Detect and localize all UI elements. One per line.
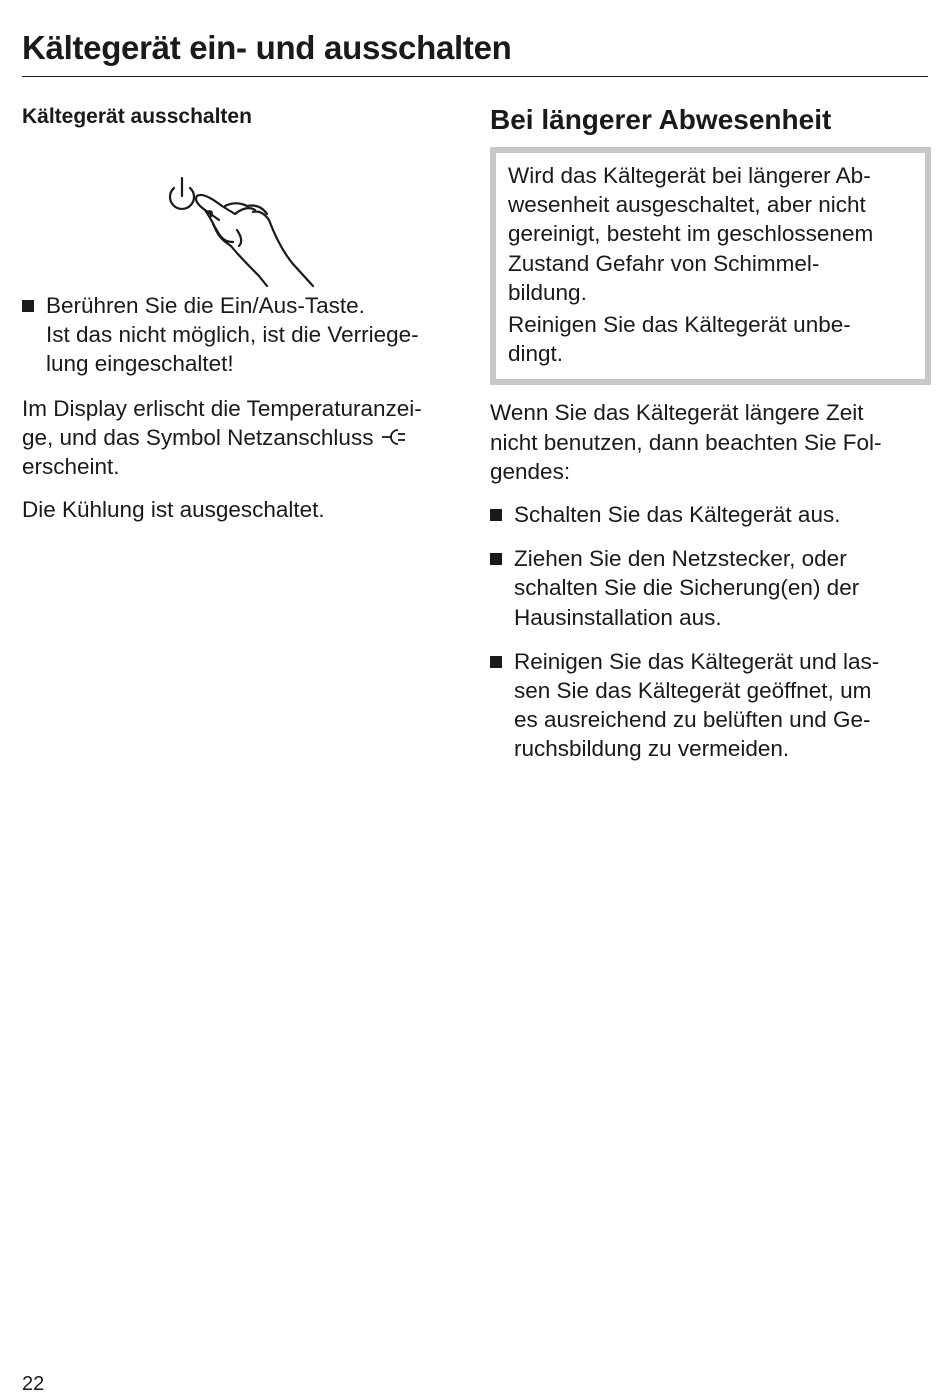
bullet-text-line: schalten Sie die Sicherung(en) der xyxy=(514,575,860,601)
list-item xyxy=(490,500,930,529)
right-column xyxy=(490,100,930,764)
bullet-text-line: Reinigen Sie das Kältegerät und las- xyxy=(514,648,880,674)
left-column xyxy=(22,100,462,524)
paragraph-line: nicht benutzen, dann beachten Sie Fol- xyxy=(490,429,882,455)
title-divider xyxy=(22,76,928,77)
warning-line: Reinigen Sie das Kältegerät unbe- xyxy=(508,312,851,338)
bullet-square-icon xyxy=(490,656,502,668)
warning-line: bildung. xyxy=(508,279,587,305)
step-text-line: Ist das nicht möglich, ist die Verriege- xyxy=(46,322,419,348)
paragraph-line: erscheint. xyxy=(22,454,120,480)
bullet-text-line: es ausreichend zu belüften und Ge- xyxy=(514,707,871,733)
bullet-text-line: Hausinstallation aus. xyxy=(514,604,722,630)
page-number: 22 xyxy=(22,1373,45,1395)
finger-pressing-power-button-icon xyxy=(167,176,327,288)
list-item xyxy=(22,291,462,379)
step-text-line: lung eingeschaltet! xyxy=(46,351,234,377)
illustration-area xyxy=(22,134,462,290)
paragraph-line: gendes: xyxy=(490,458,571,484)
warning-line: dingt. xyxy=(508,341,564,367)
bullet-square-icon xyxy=(490,509,502,521)
warning-box xyxy=(490,147,931,385)
section-heading-switch-off: Kältegerät ausschalten xyxy=(22,105,252,128)
bullet-text-line: sen Sie das Kältegerät geöffnet, um xyxy=(514,678,872,704)
display-info-paragraph xyxy=(22,394,462,482)
page-title: Kältegerät ein- und ausschalten xyxy=(22,29,512,66)
bullet-square-icon xyxy=(490,553,502,565)
warning-line: gereinigt, besteht im geschlossenem xyxy=(508,221,874,247)
list-item xyxy=(490,544,930,632)
section-heading-absence: Bei längerer Abwesenheit xyxy=(490,104,832,135)
step-text-line: Berühren Sie die Ein/Aus-Taste. xyxy=(46,293,365,318)
bullet-text-line: Ziehen Sie den Netzstecker, oder xyxy=(514,546,847,572)
paragraph-line-text: ge, und das Symbol Netzanschluss xyxy=(22,424,374,450)
bullet-square-icon xyxy=(22,300,34,312)
mains-connection-icon xyxy=(381,428,407,446)
bullet-text-line: Schalten Sie das Kältegerät aus. xyxy=(514,502,841,528)
bullet-text-line: ruchsbildung zu vermeiden. xyxy=(514,736,790,762)
list-item xyxy=(490,647,930,764)
intro-paragraph xyxy=(490,398,930,486)
warning-line: Wird das Kältegerät bei längerer Ab- xyxy=(508,163,871,188)
warning-line: Zustand Gefahr von Schimmel- xyxy=(508,250,820,276)
paragraph-line xyxy=(22,423,462,452)
paragraph-line: Im Display erlischt die Temperaturanzei- xyxy=(22,395,422,421)
warning-line: wesenheit ausgeschaltet, aber nicht xyxy=(508,192,866,218)
cooling-off-paragraph: Die Kühlung ist ausgeschaltet. xyxy=(22,497,325,523)
paragraph-line: Wenn Sie das Kältegerät längere Zeit xyxy=(490,400,864,426)
